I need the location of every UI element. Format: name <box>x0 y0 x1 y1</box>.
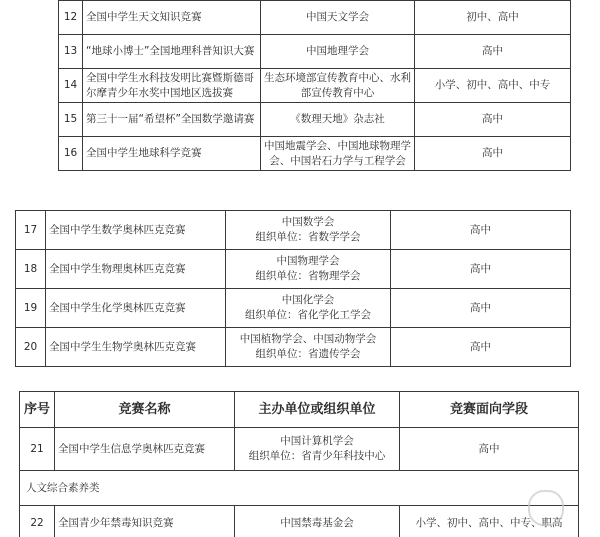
section-row <box>20 471 579 506</box>
row-number: 14 <box>59 69 83 103</box>
row-number: 13 <box>59 35 83 69</box>
competition-name: 全国中学生信息学奥林匹克竞赛 <box>55 428 235 471</box>
organizer-host: 中国数学会 <box>281 216 335 228</box>
organizer-unit: 组织单位：省化学化工学会 <box>245 309 371 321</box>
header-school-level: 竞赛面向学段 <box>400 392 579 428</box>
table-header-row <box>20 392 579 428</box>
row-number: 12 <box>59 1 83 35</box>
organizer: 《数理天地》杂志社 <box>261 103 415 137</box>
table-row <box>59 103 571 137</box>
table-row <box>16 211 571 250</box>
competition-name: 全国中学生生物学奥林匹克竞赛 <box>46 328 226 367</box>
school-level: 高中 <box>391 289 571 328</box>
school-level: 小学、初中、高中、中专、职高 <box>400 506 579 537</box>
school-level: 高中 <box>415 35 571 69</box>
header-number: 序号 <box>20 392 55 428</box>
competition-name: 第三十一届“希望杯”全国数学邀请赛 <box>83 103 261 137</box>
organizer-host: 中国植物学会、中国动物学会 <box>239 333 377 345</box>
table-row <box>59 35 571 69</box>
competition-name: 全国青少年禁毒知识竞赛 <box>55 506 235 537</box>
organizer <box>226 211 391 250</box>
row-number: 20 <box>16 328 46 367</box>
competition-table-part1 <box>58 0 571 171</box>
row-number: 21 <box>20 428 55 471</box>
row-number: 18 <box>16 250 46 289</box>
header-organizer: 主办单位或组织单位 <box>235 392 400 428</box>
table-row <box>59 69 571 103</box>
organizer: 中国禁毒基金会 <box>235 506 400 537</box>
table-row <box>59 1 571 35</box>
organizer <box>226 250 391 289</box>
school-level: 初中、高中 <box>415 1 571 35</box>
organizer-host: 中国计算机学会 <box>280 435 354 447</box>
competition-table-part3 <box>19 391 579 537</box>
competition-name: 全国中学生地球科学竞赛 <box>83 137 261 171</box>
row-number: 19 <box>16 289 46 328</box>
organizer-unit: 组织单位：省物理学会 <box>255 270 361 282</box>
competition-name: 全国中学生数学奥林匹克竞赛 <box>46 211 226 250</box>
table-row <box>16 250 571 289</box>
school-level: 高中 <box>400 428 579 471</box>
organizer <box>226 328 391 367</box>
section-title: 人文综合素养类 <box>20 471 579 506</box>
competition-name: 全国中学生物理奥林匹克竞赛 <box>46 250 226 289</box>
school-level: 高中 <box>391 211 571 250</box>
school-level: 高中 <box>415 137 571 171</box>
competition-table-part2 <box>15 210 571 367</box>
organizer <box>235 428 400 471</box>
organizer-host: 中国化学会 <box>281 294 335 306</box>
school-level: 小学、初中、高中、中专 <box>415 69 571 103</box>
organizer <box>226 289 391 328</box>
organizer: 中国地震学会、中国地球物理学会、中国岩石力学与工程学会 <box>261 137 415 171</box>
organizer: 生态环境部宣传教育中心、水利部宣传教育中心 <box>261 69 415 103</box>
organizer: 中国天文学会 <box>261 1 415 35</box>
competition-name: 全国中学生化学奥林匹克竞赛 <box>46 289 226 328</box>
table-row <box>16 289 571 328</box>
school-level: 高中 <box>391 328 571 367</box>
table-row <box>16 328 571 367</box>
competition-name: “地球小博士”全国地理科普知识大赛 <box>83 35 261 69</box>
competition-name: 全国中学生水科技发明比赛暨斯德哥尔摩青少年水奖中国地区选拔赛 <box>83 69 261 103</box>
organizer-unit: 组织单位：省青少年科技中心 <box>248 450 386 462</box>
competition-name: 全国中学生天文知识竞赛 <box>83 1 261 35</box>
table-row <box>20 428 579 471</box>
organizer-host: 中国物理学会 <box>276 255 340 267</box>
table-row <box>20 506 579 537</box>
organizer: 中国地理学会 <box>261 35 415 69</box>
row-number: 17 <box>16 211 46 250</box>
organizer-unit: 组织单位：省数学学会 <box>255 231 361 243</box>
watermark-logo <box>528 490 564 526</box>
header-competition-name: 竞赛名称 <box>55 392 235 428</box>
row-number: 16 <box>59 137 83 171</box>
row-number: 22 <box>20 506 55 537</box>
school-level: 高中 <box>391 250 571 289</box>
row-number: 15 <box>59 103 83 137</box>
table-row <box>59 137 571 171</box>
school-level: 高中 <box>415 103 571 137</box>
organizer-unit: 组织单位：省遗传学会 <box>255 348 361 360</box>
